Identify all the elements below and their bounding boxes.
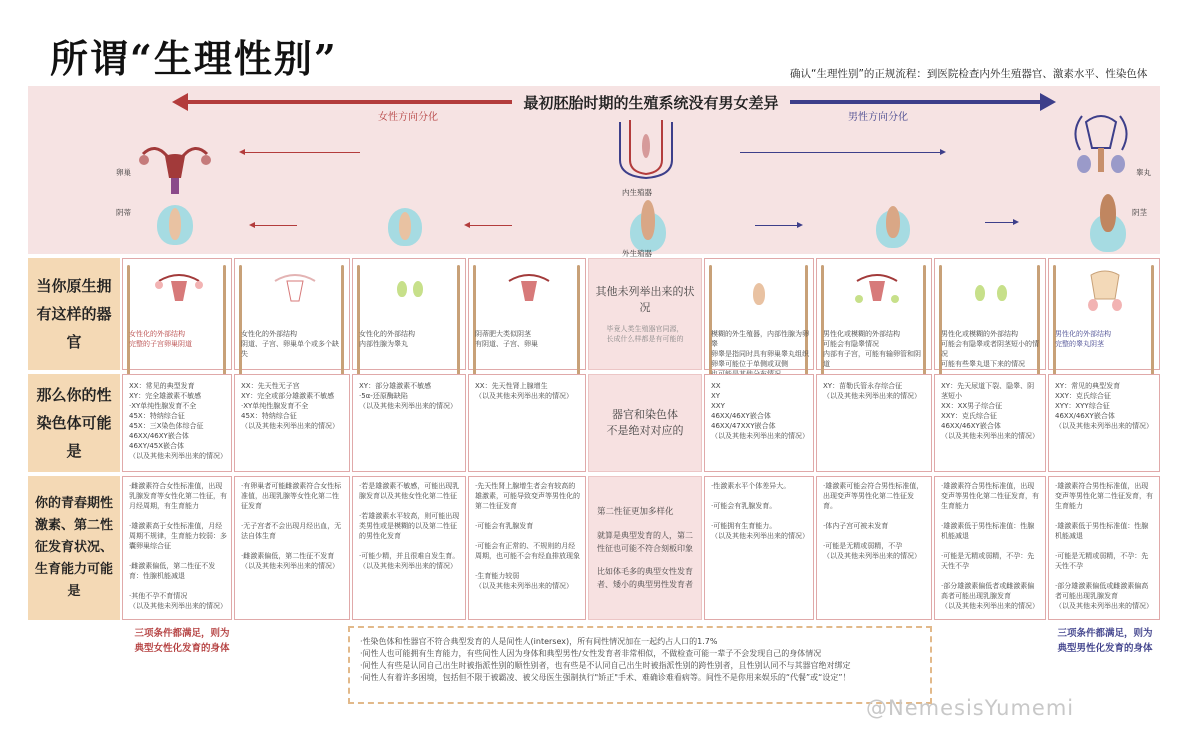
organ-cell <box>122 258 232 370</box>
puberty-cell <box>352 476 466 620</box>
female-thin-arrow <box>255 225 297 226</box>
puberty-text: ·雄激素符合男性标准值，出现变声等男性化第二性征发育，有生育能力 ·雄激素低于男性标准值：性腺机能减退 ·可能是无精或弱精，不孕：先天性不孕 ·部分雄激素偏低或雌激素偏高者可能出现乳腺发育 （以及其他未列举出来的情况） <box>1055 482 1153 610</box>
note-line: ·性染色体和性器官不符合典型发育的人是间性人(intersex)，所有间性情况加在一起约占人口的1.7% <box>360 637 718 646</box>
chromosome-cell <box>816 374 932 472</box>
row-header-chromosomes: 那么你的性染色体可能是 <box>28 374 120 472</box>
chromosome-text: XY：常见的典型发育 XXY：克氏综合征 XYY：XYY综合征 46XX/46XY嵌合体 （以及其他未列举出来的情况） <box>1055 382 1153 430</box>
chromosome-text: XY：部分雄激素不敏感 ·5α-还原酶缺陷 （以及其他未列举出来的情况） <box>359 382 457 410</box>
secondary-traits-a: 就算是典型发育的人，第二性征也可能不符合刻板印象 <box>597 530 693 553</box>
embryo-internal-icon <box>606 116 686 186</box>
organ-text: 男性化或模糊的外部结构 可能会有隐睾或者阴茎短小的情况 可能有些睾丸退下来的情况 <box>941 330 1039 368</box>
female-conclusion: 三项条件都满足，则为 典型女性化发育的身体 <box>134 628 230 654</box>
testis-label: 睾丸 <box>1136 168 1151 177</box>
note-line: ·间性人有些是认同自己出生时被指派性别的顺性别者，也有些是不认同自己出生时被指派性别的跨性别者，且性别认同不与其器官绝对绑定 <box>360 661 851 670</box>
organ-cell <box>816 258 932 370</box>
chromosome-cell <box>352 374 466 472</box>
uterus-icon <box>135 140 215 198</box>
puberty-text: ·雄激素可能会符合男性标准值，出现变声等男性化第二性征发育。 ·体内子宫可被未发育 ·可能是无精或弱精，不孕 （以及其他未列举出来的情况） <box>823 482 924 560</box>
organ-text: 男性化或模糊的外部结构 可能会有隐睾情况 内部有子宫，可能有输卵管和阴道 <box>823 330 921 368</box>
male-thin-arrow <box>755 225 797 226</box>
external-label: 外生殖器 <box>622 249 652 258</box>
external-organ-icon <box>886 206 900 238</box>
note-line: ·间性人有着许多困境，包括但不限于被霸凌、被父母医生强制执行"矫正"手术、难确诊难看病等。间性不是你用来娱乐的“代餐”或“设定”！ <box>360 673 851 682</box>
puberty-cell <box>234 476 350 620</box>
row-header-organs: 当你原生拥有这样的器官 <box>28 258 120 370</box>
organ-cell <box>468 258 586 370</box>
mapping-note: 器官和染色体 不是绝对对应的 <box>606 408 684 437</box>
ovary-label: 卵巢 <box>116 168 131 177</box>
male-direction-label: 男性方向分化 <box>848 112 908 123</box>
intersex-notes <box>348 626 932 704</box>
other-conditions-cell <box>588 258 702 370</box>
external-organ-icon <box>169 208 181 240</box>
row-header-puberty: 你的青春期性激素、第二性征发育状况、生育能力可能是 <box>28 476 120 620</box>
puberty-cell <box>816 476 932 620</box>
chromosome-text: XX：常见的典型发育 XY：完全雄激素不敏感 ·XY单纯性腺发育不全 45X：特纳综合征 45X：三X染色体综合征 46XX/46XY嵌合体 46XY/45X嵌合体 （以及其他未列举出来的情况） <box>129 382 227 460</box>
watermark: @NemesisYumemi <box>866 696 1075 720</box>
testis-icon <box>1066 108 1136 182</box>
chromosome-cell <box>934 374 1046 472</box>
chromosome-text: XY：先天尿道下裂、隐睾、阴茎短小 XX：XX男子综合征 XXY：克氏综合征 46XX/46XY嵌合体 （以及其他未列举出来的情况） <box>941 382 1039 440</box>
chromosome-cell <box>122 374 232 472</box>
female-direction-label: 女性方向分化 <box>378 112 438 123</box>
band-title: 最初胚胎时期的生殖系统没有男女差异 <box>523 94 779 112</box>
female-thin-arrow <box>470 225 512 226</box>
puberty-cell <box>1048 476 1160 620</box>
puberty-cell <box>122 476 232 620</box>
secondary-traits-title: 第二性征更加多样化 <box>597 506 674 517</box>
male-arrow-head-icon <box>1040 93 1056 111</box>
organ-text: 女性化的外部结构 完整的子宫卵巢阴道 <box>129 330 192 348</box>
chromosome-cell <box>468 374 586 472</box>
puberty-text: ·先天性肾上腺增生者会有较高的雄激素，可能导致变声等男性化的第二性征发育 ·可能会有乳腺发育 ·可能会有正常的、不规则的月经周期，也可能不会有经血排放现象 ·生育能力较弱 （以及其他未列举出来的情况） <box>475 482 580 590</box>
male-thin-arrow <box>985 222 1013 223</box>
chromosome-text: XX：先天性肾上腺增生 （以及其他未列举出来的情况） <box>475 382 573 400</box>
male-conclusion: 三项条件都满足，则为 典型男性化发育的身体 <box>1057 628 1153 654</box>
secondary-traits-b: 比如体毛多的典型女性发育者、矮小的典型男性发育者 <box>597 566 693 589</box>
organ-text: 女性化的外部结构 阴道、子宫、卵巢单个或多个缺失 <box>241 330 339 358</box>
other-conditions-note: 毕竟人类生殖器官同源， 长成什么样都是有可能的 <box>606 325 684 343</box>
chromosome-text: XY：苗勒氏管永存综合征 （以及其他未列举出来的情况） <box>823 382 921 400</box>
organ-cell <box>1048 258 1160 370</box>
puberty-text: ·性激素水平个体差异大。 ·可能会有乳腺发育。 ·可能拥有生育能力。 （以及其他未列举出来的情况） <box>711 482 809 540</box>
female-thin-arrow <box>245 152 360 153</box>
puberty-text: ·有卵巢者可能雌激素符合女性标准值，出现乳腺等女性化第二性征发育 ·无子宫者不会出现月经出血，无法自体生育 ·雌激素偏低，第二性征不发育 （以及其他未列举出来的情况） <box>241 482 342 570</box>
page-subtitle: 确认“生理性别”的正规流程：到医院检查内外生殖器官、激素水平、性染色体 <box>790 68 1148 80</box>
note-line: ·间性人也可能拥有生育能力，有些间性人因为身体和典型男性/女性发育者非常相似，不做检查可能一辈子不会发现自己的身体情况 <box>360 649 822 658</box>
external-organ-icon <box>399 212 411 240</box>
puberty-cell <box>468 476 586 620</box>
female-arrow <box>182 100 512 104</box>
chromosome-cell <box>234 374 350 472</box>
external-organ-icon <box>641 200 655 240</box>
organ-text: 阴蒂肥大类似阴茎 有阴道、子宫、卵巢 <box>475 330 538 348</box>
organ-text: 男性化的外部结构 完整的睾丸阴茎 <box>1055 330 1111 348</box>
chromosome-text: XX：先天性无子宫 XY：完全或部分雄激素不敏感 ·XY单纯性腺发育不全 45X：特纳综合征 （以及其他未列举出来的情况） <box>241 382 339 430</box>
organ-cell <box>704 258 814 370</box>
organ-text: 女性化的外部结构 内部性腺为睾丸 <box>359 330 415 348</box>
male-arrow <box>790 100 1042 104</box>
secondary-traits-cell <box>588 476 702 620</box>
mapping-note-cell <box>588 374 702 472</box>
male-thin-arrow <box>740 152 940 153</box>
puberty-text: ·若是雄激素不敏感，可能出现乳腺发育以及其他女性化第二性征 ·若雄激素水平较高，则可能出现类男性或是模糊的以及第二性征的男性化发育 ·可能少精，并且很难自发生育。 （以及其他未列举出来的情况） <box>359 482 460 570</box>
female-arrow-head-icon <box>172 93 188 111</box>
penis-label: 阴茎 <box>1132 208 1147 217</box>
organ-cell <box>234 258 350 370</box>
internal-label: 内生殖器 <box>622 188 652 197</box>
chromosome-cell <box>1048 374 1160 472</box>
organ-text: 模糊的外生殖器，内部性腺为卵睾 卵睾是指同时具有卵巢睾丸组织 卵睾可能位于单侧或双侧 <box>711 330 809 368</box>
puberty-text: ·雄激素符合男性标准值，出现变声等男性化第二性征发育，有生育能力 ·雄激素低于男性标准值：性腺机能减退 ·可能是无精或弱精，不孕：先天性不孕 ·部分雄激素偏低者或雌激素偏高者可能出现乳腺发育 （以及其他未列举出来的情况） <box>941 482 1039 610</box>
puberty-cell <box>704 476 814 620</box>
chromosome-text: XX XY XXY 46XX/46XY嵌合体 46XX/47XXY嵌合体 （以及其他未列举出来的情况） <box>711 382 809 440</box>
vulva-label: 阴蒂 <box>116 208 131 217</box>
organ-cell <box>934 258 1046 370</box>
other-conditions-title: 其他未列举出来的状况 <box>595 285 695 314</box>
page-title: 所谓“生理性别” <box>50 36 338 81</box>
chromosome-cell <box>704 374 814 472</box>
organ-cell <box>352 258 466 370</box>
puberty-text: ·雌激素符合女性标准值，出现乳腺发育等女性化第二性征，有月经周期，有生育能力 ·雄激素高于女性标准值，月经周期不规律，生育能力较弱：多囊卵巢综合征 ·雌激素偏低，第二性征不发育：性腺机能减退 ·其他不孕不育情况 （以及其他未列举出来的情况） <box>129 482 227 610</box>
external-organ-icon <box>1100 194 1116 232</box>
puberty-cell <box>934 476 1046 620</box>
